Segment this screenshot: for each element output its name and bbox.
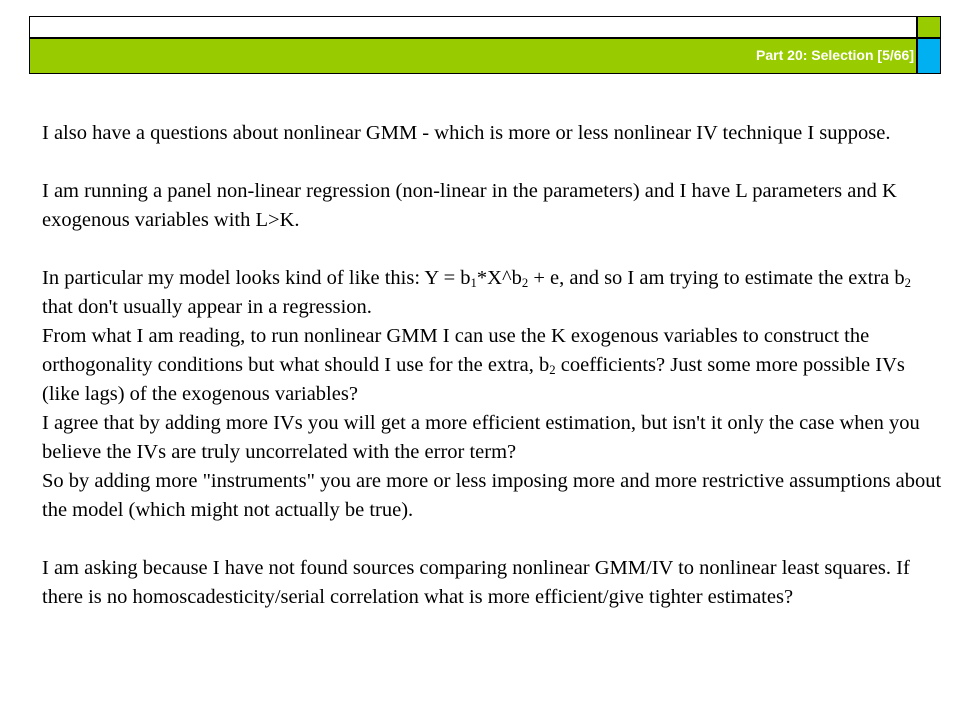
- paragraph-2: I am running a panel non-linear regression (non-linear in the parameters) and I have L parameters and K exogenous variables with L>K.: [42, 180, 897, 231]
- p3-text-c: + e, and so I am trying to estimate the extra b: [528, 267, 905, 289]
- paragraph-3: [42, 264, 942, 322]
- p3-sub-2: 2: [521, 276, 529, 291]
- p3-text-a: In particular my model looks kind of like this: Y = b: [42, 267, 471, 289]
- paragraph-6: So by adding more "instruments" you are more or less imposing more and more restrictive assumptions about the model (which might not actually be true).: [42, 470, 942, 521]
- p3-text-d: that don't usually appear in a regression.: [42, 296, 372, 318]
- slide-body: [42, 119, 942, 612]
- p4-text-a: From what I am reading, to run nonlinear GMM I can use the K exogenous variables to construct the orthogonality conditions but what should I use for the extra, b: [42, 325, 870, 376]
- paragraph-1: I also have a questions about nonlinear GMM - which is more or less nonlinear IV technique I suppose.: [42, 122, 891, 144]
- paragraph-4: [42, 322, 942, 409]
- slide-title: Part 20: Selection [5/66]: [756, 47, 914, 63]
- p3-sub-3: 2: [904, 276, 912, 291]
- paragraph-7: I am asking because I have not found sources comparing nonlinear GMM/IV to nonlinear least squares. If there is no homoscadesticity/serial correlation what is more efficient/give tighter estimates?: [42, 557, 910, 608]
- header-blue-block: [917, 38, 941, 74]
- p3-sub-1: 1: [470, 276, 477, 291]
- p3-text-b: *X^b: [476, 267, 522, 289]
- paragraph-5: I agree that by adding more IVs you will get a more efficient estimation, but isn't it only the case when you believe the IVs are truly uncorrelated with the error term?: [42, 412, 920, 463]
- header-top-bar: [29, 16, 917, 38]
- p4-sub-1: 2: [549, 363, 556, 378]
- header-corner-block: [917, 16, 941, 38]
- p4-text-b: coefficients? Just some more possible IVs (like lags) of the exogenous variables?: [42, 354, 905, 405]
